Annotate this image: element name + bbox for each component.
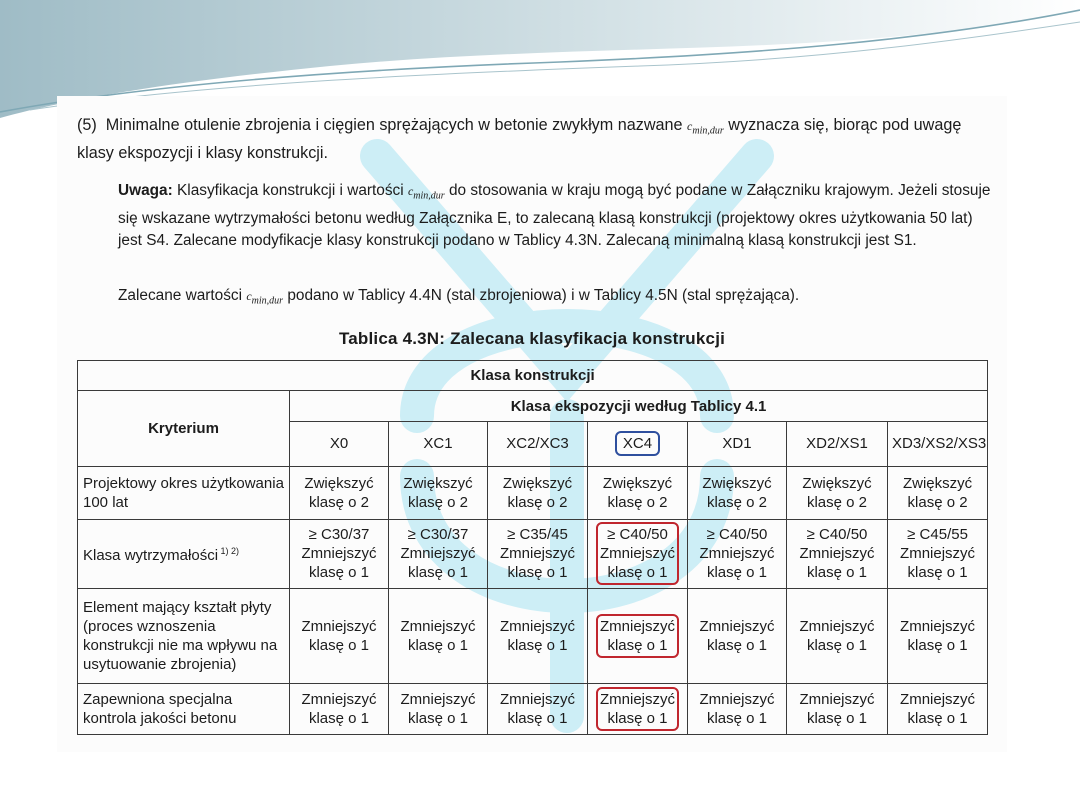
exposure-class-header: Klasa ekspozycji według Tablicy 4.1 (290, 391, 988, 421)
value-line: klasę o 2 (308, 493, 370, 511)
value-cell-content (294, 474, 384, 512)
c-min-dur-symbol: $c_{min,dur}$ (687, 119, 724, 137)
value-cell-content (294, 525, 384, 582)
recommended-values-paragraph (118, 285, 992, 312)
value-cell (389, 684, 488, 735)
value-cell-content (393, 690, 483, 728)
c-min-dur-symbol: $c_{min,dur}$ (246, 289, 284, 307)
value-cell-content (492, 474, 583, 512)
value-cell (588, 519, 688, 588)
value-line: Zmniejszyć (799, 617, 875, 635)
value-line: ≥ C40/50 (607, 526, 668, 544)
column-header-label: X0 (329, 435, 349, 453)
value-cell (389, 588, 488, 684)
paragraph-5 (77, 114, 992, 165)
value-line: klasę o 2 (806, 493, 868, 511)
value-line: Zmniejszyć (799, 545, 875, 563)
value-line: Zmniejszyć (599, 617, 675, 635)
value-cell (588, 684, 688, 735)
note-text-after: do stosowania w kraju mogą być podane w Załączniku krajowym. Jeżeli stosuje się wskazane wytrzymałości betonu według Załącznika E, to zalecaną klasą konstrukcji (projektowy okres użytkowania 50 lat) jest S4. Zalecane modyfikacje klasy konstrukcji podano w Tablicy 4.3N. Zalecaną minimalną klasą konstrukcji jest S1. (118, 182, 991, 250)
value-cell-content (294, 690, 384, 728)
value-cell (588, 588, 688, 684)
value-cell (787, 588, 888, 684)
value-line: Zmniejszyć (699, 545, 775, 563)
column-header-label: XC2/XC3 (506, 435, 569, 453)
column-header-label: XC4 (615, 431, 660, 456)
value-line: Zmniejszyć (699, 617, 775, 635)
recommend-text-after: podano w Tablicy 4.4N (stal zbrojeniowa) i w Tablicy 4.5N (stal sprężająca). (287, 287, 800, 304)
column-header-xc1 (389, 421, 488, 466)
value-line: ≥ C45/55 (907, 526, 968, 544)
value-cell (688, 684, 787, 735)
value-line: klasę o 1 (507, 636, 568, 654)
criterion-cell (78, 684, 290, 735)
table-row (78, 466, 988, 519)
value-line: Zwiększyć (403, 474, 473, 492)
value-line: Zmniejszyć (301, 691, 377, 709)
column-header-xd1 (688, 421, 787, 466)
value-line: klasę o 1 (706, 710, 768, 728)
c-min-dur-symbol: $c_{min,dur}$ (407, 184, 445, 202)
value-line: Zwiększyć (902, 474, 973, 492)
column-header-x0 (290, 421, 389, 466)
value-cell-content (791, 690, 883, 728)
value-line: Zmniejszyć (900, 617, 976, 635)
value-cell (290, 466, 389, 519)
column-header-label: XC1 (423, 435, 453, 453)
value-line: klasę o 1 (706, 636, 768, 654)
column-header-label: XD2/XS1 (806, 435, 868, 453)
value-line: Zmniejszyć (599, 691, 675, 709)
value-line: klasę o 1 (308, 710, 370, 728)
value-cell-content (294, 617, 384, 655)
value-line: klasę o 2 (507, 493, 568, 511)
value-line: Zmniejszyć (400, 545, 476, 563)
value-line: Zwiększyć (304, 474, 374, 492)
value-cell (888, 684, 988, 735)
value-cell (488, 684, 588, 735)
criterion-label: Element mający kształt płyty (proces wznoszenia konstrukcji nie ma wpływu na usytuowanie zbrojenia) (83, 598, 278, 673)
value-line: klasę o 2 (706, 493, 768, 511)
value-cell (888, 519, 988, 588)
criterion-header: Kryterium (78, 391, 290, 466)
value-line: klasę o 1 (407, 636, 469, 654)
value-line: Zmniejszyć (900, 691, 976, 709)
value-cell (888, 466, 988, 519)
value-cell (290, 588, 389, 684)
value-cell (688, 466, 787, 519)
value-line: Zwiększyć (502, 474, 573, 492)
value-cell-content (791, 474, 883, 512)
column-header-label: XD3/XS2/XS3 (892, 435, 987, 453)
value-line: Zmniejszyć (400, 691, 476, 709)
value-cell-content (692, 617, 782, 655)
value-cell-content (692, 474, 782, 512)
value-line: Zmniejszyć (499, 545, 575, 563)
value-line: Zmniejszyć (900, 545, 976, 563)
value-cell-content (791, 525, 883, 582)
value-line: Zwiększyć (602, 474, 673, 492)
note-label: Uwaga: (118, 182, 173, 199)
value-cell-content (892, 617, 983, 655)
scanned-document-page (57, 96, 1007, 752)
value-line: Zmniejszyć (301, 545, 377, 563)
value-line: ≥ C40/50 (806, 526, 868, 544)
value-line: Zmniejszyć (499, 691, 575, 709)
value-line: klasę o 1 (607, 636, 668, 654)
value-line: klasę o 1 (407, 564, 469, 582)
value-line: Zmniejszyć (699, 691, 775, 709)
value-line: Zmniejszyć (400, 617, 476, 635)
value-cell-content (596, 687, 679, 731)
value-line: klasę o 1 (607, 564, 668, 582)
table-body (78, 466, 988, 734)
value-line: klasę o 1 (706, 564, 768, 582)
criterion-label: Klasa wytrzymałości (83, 547, 219, 565)
paragraph-text-after: wyznacza się, biorąc pod uwagę klasy ekspozycji i klasy konstrukcji. (77, 116, 962, 163)
structural-class-table (77, 360, 988, 735)
value-cell (488, 519, 588, 588)
value-line: klasę o 1 (806, 636, 868, 654)
paragraph-text-before: Minimalne otulenie zbrojenia i cięgien sprężających w betonie zwykłym nazwane (105, 116, 683, 134)
value-line: klasę o 2 (907, 493, 968, 511)
column-header-xd3-xs2-xs3 (888, 421, 988, 466)
value-cell (688, 588, 787, 684)
value-line: ≥ C35/45 (507, 526, 568, 544)
value-cell-content (592, 474, 683, 512)
column-header-label: XD1 (722, 435, 752, 453)
note-paragraph (118, 180, 992, 253)
value-cell-content (791, 617, 883, 655)
value-cell (488, 588, 588, 684)
value-line: Zmniejszyć (499, 617, 575, 635)
value-cell (290, 519, 389, 588)
value-line: klasę o 1 (907, 564, 968, 582)
value-line: klasę o 1 (806, 564, 868, 582)
column-header-xc2-xc3 (488, 421, 588, 466)
value-line: klasę o 1 (907, 636, 968, 654)
table-title: Tablica 4.3N: Zalecana klasyfikacja konstrukcji (338, 329, 726, 348)
column-header-xc4 (588, 421, 688, 466)
value-line: klasę o 1 (907, 710, 968, 728)
value-cell (688, 519, 787, 588)
value-cell-content (492, 525, 583, 582)
value-line: Zmniejszyć (599, 545, 675, 563)
value-cell-content (393, 474, 483, 512)
value-line: klasę o 1 (607, 710, 668, 728)
value-line: Zwiększyć (702, 474, 772, 492)
criterion-cell (78, 466, 290, 519)
table-row (78, 588, 988, 684)
value-cell-content (492, 690, 583, 728)
value-cell-content (892, 474, 983, 512)
value-line: klasę o 2 (407, 493, 469, 511)
value-cell (787, 519, 888, 588)
value-line: Zmniejszyć (301, 617, 377, 635)
value-cell-content (596, 522, 679, 585)
value-cell-content (692, 690, 782, 728)
value-cell-content (692, 525, 782, 582)
column-header-xd2-xs1 (787, 421, 888, 466)
recommend-text-before: Zalecane wartości (118, 287, 243, 304)
value-line: klasę o 1 (507, 710, 568, 728)
note-text-before: Klasyfikacja konstrukcji i wartości (177, 182, 404, 199)
criterion-cell (78, 519, 290, 588)
value-cell (888, 588, 988, 684)
value-cell-content (393, 617, 483, 655)
value-cell-content (892, 690, 983, 728)
footnote-marker: 1) 2) (218, 546, 240, 557)
value-line: ≥ C30/37 (308, 526, 370, 544)
table-row (78, 684, 988, 735)
value-cell (588, 466, 688, 519)
table-top-header: Klasa konstrukcji (78, 361, 988, 391)
criterion-label: Zapewniona specjalna kontrola jakości betonu (83, 691, 237, 728)
value-cell (389, 466, 488, 519)
value-line: klasę o 1 (308, 636, 370, 654)
value-cell (488, 466, 588, 519)
value-line: klasę o 2 (607, 493, 668, 511)
value-cell (787, 466, 888, 519)
value-line: Zmniejszyć (799, 691, 875, 709)
paragraph-number: (5) (77, 116, 97, 134)
value-line: klasę o 1 (407, 710, 469, 728)
table-row (78, 519, 988, 588)
value-cell-content (393, 525, 483, 582)
criterion-cell (78, 588, 290, 684)
value-line: ≥ C40/50 (706, 526, 768, 544)
value-cell (290, 684, 389, 735)
value-line: klasę o 1 (507, 564, 568, 582)
value-line: ≥ C30/37 (407, 526, 469, 544)
value-line: klasę o 1 (806, 710, 868, 728)
value-cell-content (492, 617, 583, 655)
criterion-label: Projektowy okres użytkowania 100 lat (83, 474, 284, 511)
value-line: Zwiększyć (802, 474, 872, 492)
value-cell-content (596, 614, 679, 658)
value-cell (389, 519, 488, 588)
value-cell (787, 684, 888, 735)
value-line: klasę o 1 (308, 564, 370, 582)
value-cell-content (892, 525, 983, 582)
